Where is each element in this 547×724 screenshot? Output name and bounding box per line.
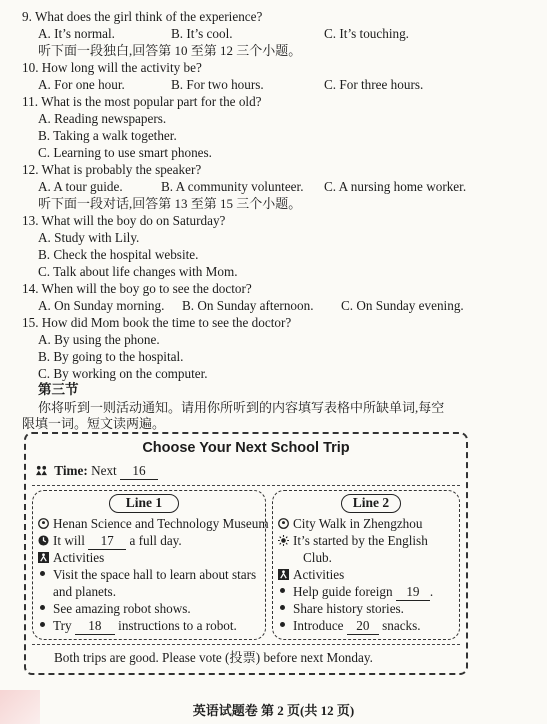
notice-title: Choose Your Next School Trip [142,440,350,456]
line2-label: Line 2 [341,494,401,513]
instruction-10-12: 听下面一段独白,回答第 10 至第 12 三个小题。 [38,43,302,58]
section-instruction-2: 限填一词。短文读两遍。 [22,416,166,431]
q15-option-b: B. By going to the hospital. [38,349,184,364]
line2-started: It’s started by the English [278,533,428,549]
trip-notice [24,432,468,675]
instruction-13-15: 听下面一段对话,回答第 13 至第 15 三个小题。 [38,196,302,211]
line1-label: Line 1 [109,494,179,513]
q12-option-b: B. A community volunteer. [161,179,304,194]
divider-bottom [32,644,460,645]
line2-started-cont: Club. [303,550,332,565]
q14-stem: 14. When will the boy go to see the doctor? [22,281,252,296]
q9-option-a: A. It’s normal. [38,26,115,41]
q14-option-b: B. On Sunday afternoon. [182,298,314,313]
blank-18[interactable]: 18 [75,618,115,635]
q11-option-a: A. Reading newspapers. [38,111,167,126]
vote-note: Both trips are good. Please vote (投票) before next Monday. [54,650,373,665]
blank-16[interactable]: 16 [120,463,158,480]
q9-option-c: C. It’s touching. [324,26,409,41]
q11-stem: 11. What is the most popular part for the old? [22,94,262,109]
line2-item2: Share history stories. [278,601,404,617]
time-row: Time: Next 16 [36,463,158,480]
line2-place: City Walk in Zhengzhou [278,516,422,532]
q10-stem: 10. How long will the activity be? [22,60,202,75]
line1-box [32,490,269,640]
q15-option-a: A. By using the phone. [38,332,160,347]
line1-place: Henan Science and Technology Museum [38,516,269,532]
q10-option-c: C. For three hours. [324,77,424,92]
activity-icon [38,552,49,563]
line1-item1: Visit the space hall to learn about stars [38,567,256,583]
q12-option-a: A. A tour guide. [38,179,123,194]
people-icon [36,465,47,476]
line1-item1-cont: and planets. [53,584,116,599]
q12-option-c: C. A nursing home worker. [324,179,467,194]
blank-20[interactable]: 20 [347,618,379,635]
clock-icon [38,535,49,546]
activity-icon [278,569,289,580]
q13-option-c: C. Talk about life changes with Mom. [38,264,238,279]
blank-19[interactable]: 19 [396,584,430,601]
line1-duration: It will 17 a full day. [38,533,182,550]
line2-item3: Introduce 20 snacks. [278,618,421,635]
section-heading: 第三节 [38,382,79,397]
line1-activities-label: Activities [38,550,104,566]
sparkle-icon [278,535,289,546]
time-label: Time [54,463,84,478]
q9-stem: 9. What does the girl think of the experience? [22,9,263,24]
time-prefix: Next [91,463,117,478]
line2-item1: Help guide foreign 19 . [278,584,433,601]
q12-stem: 12. What is probably the speaker? [22,162,202,177]
q15-option-c: C. By working on the computer. [38,366,208,381]
q11-option-b: B. Taking a walk together. [38,128,177,143]
q14-option-c: C. On Sunday evening. [341,298,464,313]
line1-item2: See amazing robot shows. [38,601,191,617]
location-pin-icon [278,518,289,529]
line2-box [272,490,460,640]
q13-stem: 13. What will the boy do on Saturday? [22,213,226,228]
line1-item3: Try 18 instructions to a robot. [38,618,237,635]
page-footer: 英语试题卷 第 2 页(共 12 页) [192,703,355,718]
line2-activities-label: Activities [278,567,344,583]
blank-17[interactable]: 17 [88,533,126,550]
q14-option-a: A. On Sunday morning. [38,298,165,313]
location-pin-icon [38,518,49,529]
q13-option-b: B. Check the hospital website. [38,247,199,262]
section-instruction-1: 你将听到一则活动通知。请用你所听到的内容填写表格中所缺单词,每空 [38,400,445,415]
q10-option-a: A. For one hour. [38,77,125,92]
divider [32,485,460,486]
q15-stem: 15. How did Mom book the time to see the doctor? [22,315,292,330]
q10-option-b: B. For two hours. [171,77,264,92]
q11-option-c: C. Learning to use smart phones. [38,145,212,160]
q13-option-a: A. Study with Lily. [38,230,140,245]
q9-option-b: B. It’s cool. [171,26,233,41]
